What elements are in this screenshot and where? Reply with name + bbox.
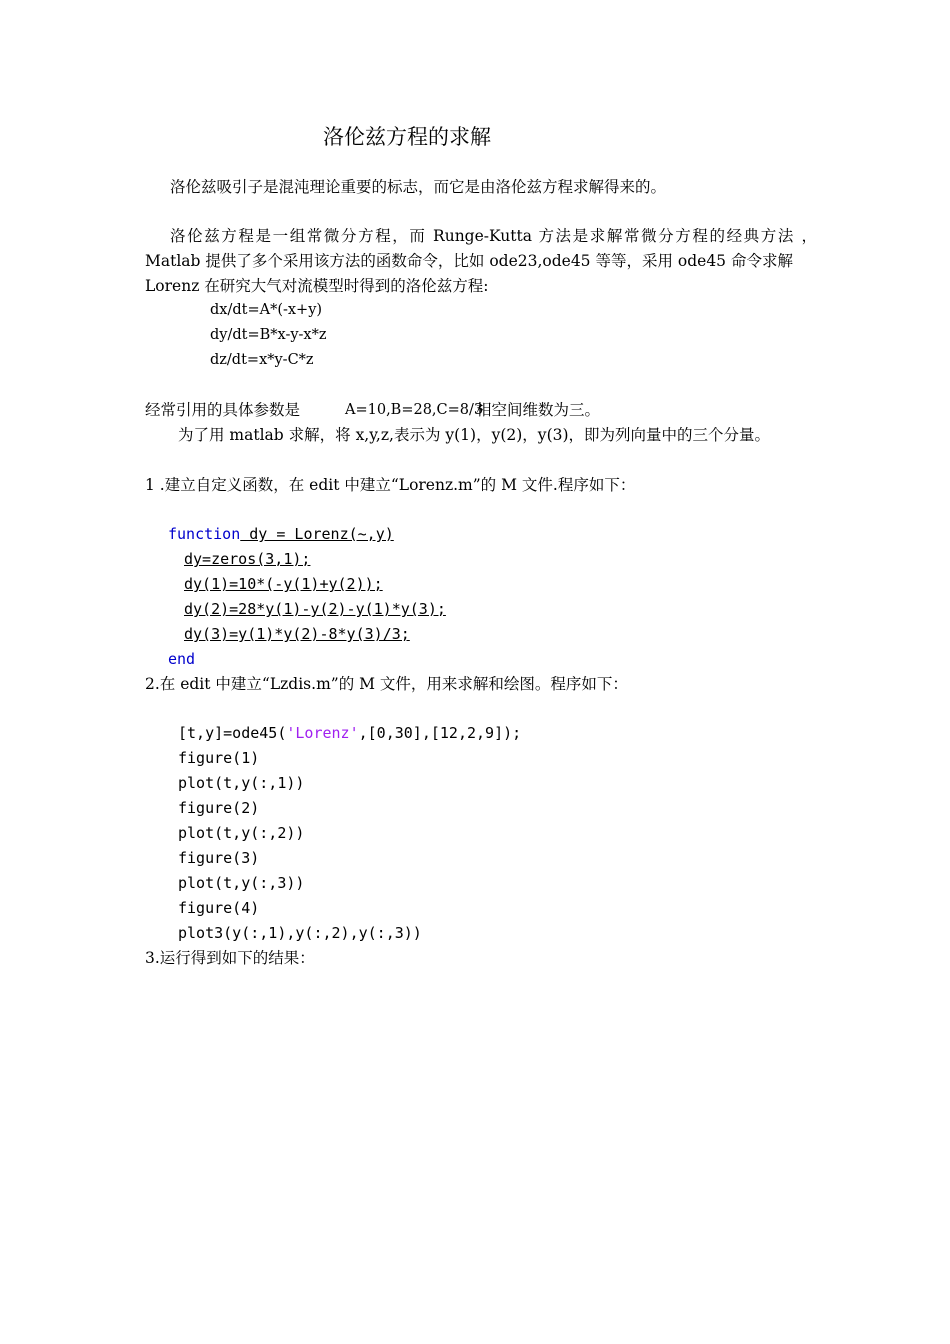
step-1-heading: 1 .建立自定义函数，在 edit 中建立“Lorenz.m”的 M 文件.程序如下： bbox=[145, 476, 636, 494]
code-script-line-ode45 bbox=[178, 721, 521, 746]
code-script-line: plot(t,y(:,1)) bbox=[178, 774, 305, 792]
page-title: 洛伦兹方程的求解 bbox=[323, 125, 491, 149]
code-body-line: dy(3)=y(1)*y(2)-8*y(3)/3; bbox=[184, 625, 410, 643]
code-script-line: figure(1) bbox=[178, 749, 260, 767]
paragraph-line-2: Matlab 提供了多个采用该方法的函数命令，比如 ode23,ode45 等等，采用 ode45 命令求解 bbox=[145, 252, 793, 270]
code-segment: ,[0,30],[12,2,9]); bbox=[358, 724, 522, 742]
paragraph-line-1: 洛伦兹方程是一组常微分方程，而 Runge-Kutta 方法是求解常微分方程的经典方法 ， bbox=[170, 227, 817, 245]
code-keyword-function: function bbox=[168, 525, 241, 543]
code-script-line: plot(t,y(:,2)) bbox=[178, 824, 305, 842]
code-signature: dy = Lorenz(~,y) bbox=[240, 525, 394, 543]
code-body-line: dy=zeros(3,1); bbox=[184, 550, 311, 568]
code-segment: [t,y]=ode45( bbox=[178, 724, 287, 742]
code-string-literal: 'Lorenz' bbox=[286, 724, 359, 742]
code-body-line: dy(2)=28*y(1)-y(2)-y(1)*y(3); bbox=[184, 600, 446, 618]
params-values: A=10,B=28,C=8/3 bbox=[345, 402, 484, 418]
intro-paragraph: 洛伦兹吸引子是混沌理论重要的标志，而它是由洛伦兹方程求解得来的。 bbox=[170, 178, 667, 196]
step-2-heading: 2.在 edit 中建立“Lzdis.m”的 M 文件，用来求解和绘图。程序如下： bbox=[145, 675, 628, 693]
code-script-line: figure(4) bbox=[178, 899, 260, 917]
paragraph-line-3: Lorenz 在研究大气对流模型时得到的洛伦兹方程: bbox=[145, 277, 489, 295]
code-script-line: plot3(y(:,1),y(:,2),y(:,3)) bbox=[178, 924, 422, 942]
step-3-heading: 3.运行得到如下的结果： bbox=[145, 949, 315, 967]
params-label: 经常引用的具体参数是 bbox=[145, 401, 301, 419]
code-script-line: figure(2) bbox=[178, 799, 260, 817]
vector-note: 为了用 matlab 求解，将 x,y,z,表示为 y(1)，y(2)，y(3)，即为列向量中的三个分量。 bbox=[178, 426, 771, 444]
code-body-line: dy(1)=10*(-y(1)+y(2)); bbox=[184, 575, 383, 593]
equation-dy: dy/dt=B*x-y-x*z bbox=[210, 327, 327, 343]
code-script-line: figure(3) bbox=[178, 849, 260, 867]
params-dimension: 相空间维数为三。 bbox=[476, 401, 601, 419]
equation-dx: dx/dt=A*(-x+y) bbox=[210, 302, 323, 318]
code-function-signature bbox=[168, 522, 394, 547]
code-keyword-end: end bbox=[168, 650, 196, 668]
equation-dz: dz/dt=x*y-C*z bbox=[210, 352, 314, 368]
code-script-line: plot(t,y(:,3)) bbox=[178, 874, 305, 892]
